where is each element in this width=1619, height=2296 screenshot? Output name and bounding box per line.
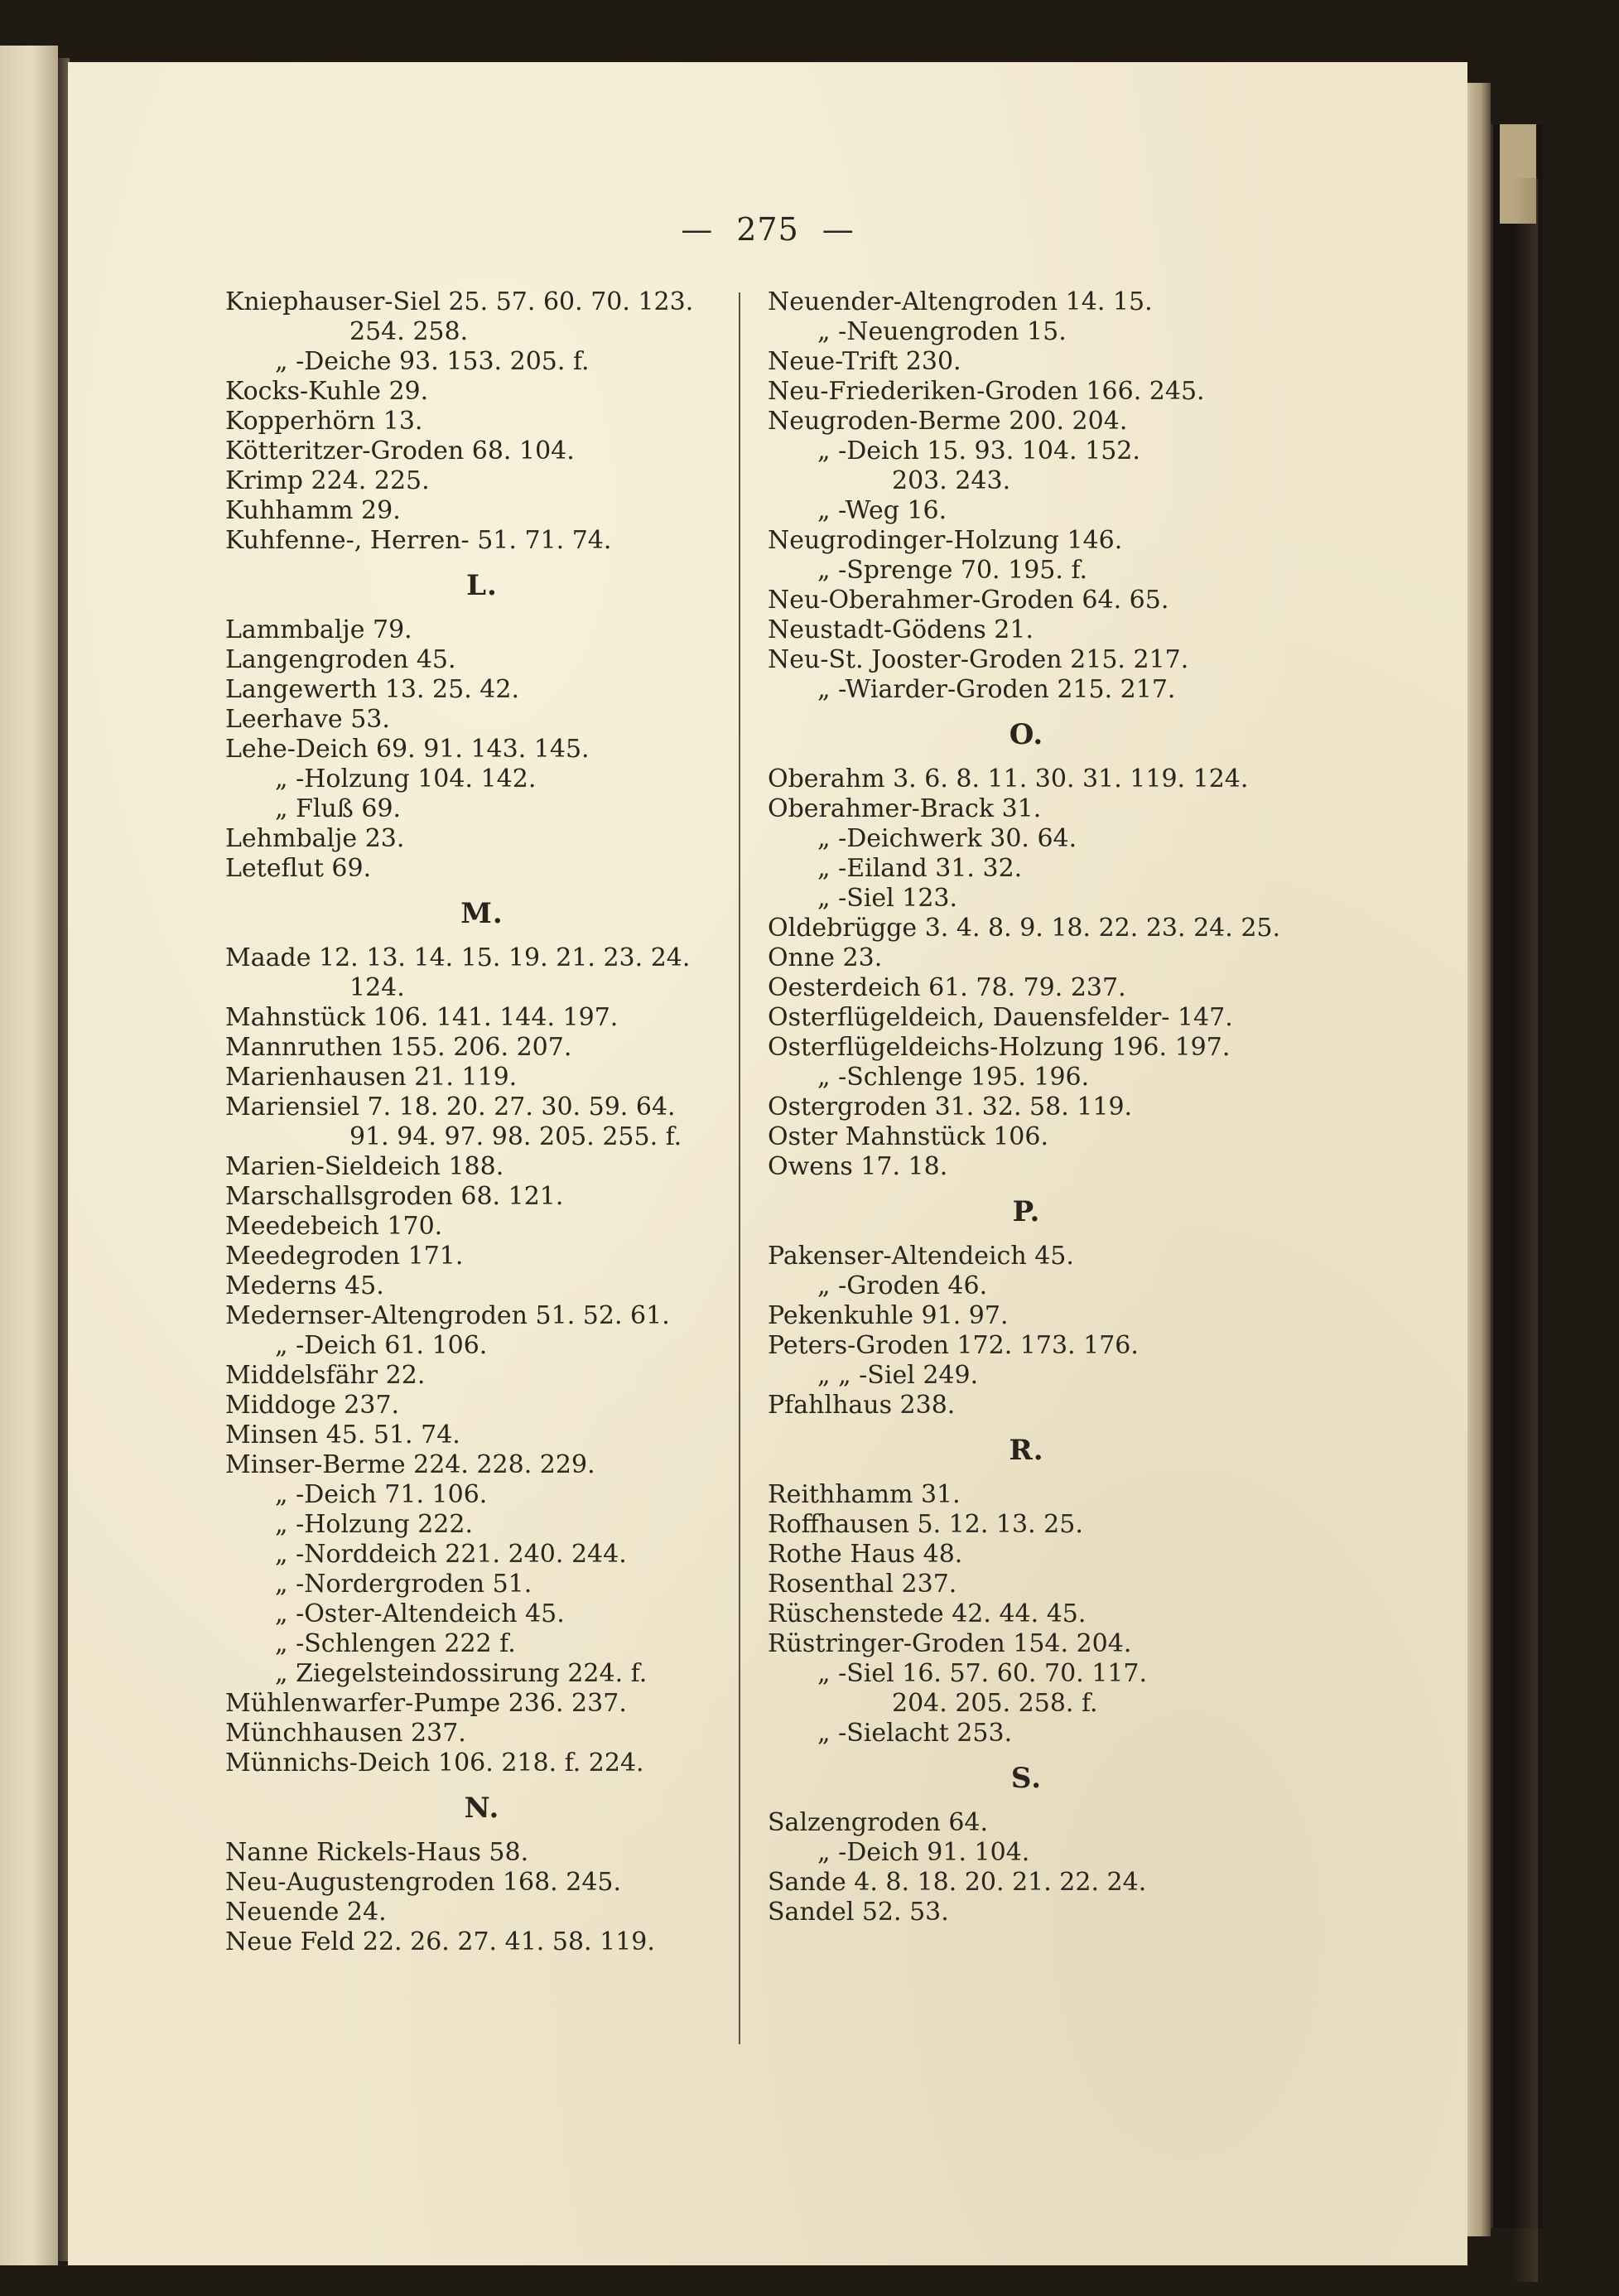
index-entry: Meedebeich 170.	[225, 1212, 443, 1241]
index-entry: Sandel 52. 53.	[768, 1898, 949, 1927]
page-fore-edge	[1467, 83, 1491, 2236]
index-subentry: „ -Siel 16. 57. 60. 70. 117.	[817, 1659, 1148, 1688]
index-entry: Ostergroden 31. 32. 58. 119.	[768, 1093, 1133, 1121]
index-subentry: „ -Sprenge 70. 195. f.	[817, 556, 1088, 585]
index-entry: Neu-St. Jooster-Groden 215. 217.	[768, 645, 1189, 674]
index-entry: Meedegroden 171.	[225, 1242, 464, 1271]
index-entry: Marien-Sieldeich 188.	[225, 1152, 504, 1181]
index-entry: Neuende 24.	[225, 1898, 387, 1927]
index-entry: Pfahlhaus 238.	[768, 1391, 956, 1420]
index-entry: Minsen 45. 51. 74.	[225, 1421, 460, 1449]
binding-shade	[1513, 178, 1538, 2282]
index-entry-continuation: 91. 94. 97. 98. 205. 255. f.	[349, 1122, 682, 1151]
index-entry-continuation: 204. 205. 258. f.	[892, 1689, 1098, 1718]
index-entry: Maade 12. 13. 14. 15. 19. 21. 23. 24.	[225, 943, 691, 972]
index-entry: Osterflügeldeichs-Holzung 196. 197.	[768, 1033, 1231, 1062]
index-entry: Kniephauser-Siel 25. 57. 60. 70. 123.	[225, 287, 694, 316]
index-entry: Neue Feld 22. 26. 27. 41. 58. 119.	[225, 1927, 655, 1956]
index-entry: Oberahmer-Brack 31.	[768, 794, 1042, 823]
index-entry: Pakenser-Altendeich 45.	[768, 1242, 1074, 1271]
section-letter-heading: S.	[1010, 1762, 1043, 1795]
index-entry: Münchhausen 237.	[225, 1719, 466, 1748]
index-entry: Oster Mahnstück 106.	[768, 1122, 1049, 1151]
index-entry: Mahnstück 106. 141. 144. 197.	[225, 1003, 619, 1032]
index-subentry: „ -Weg 16.	[817, 496, 947, 525]
index-subentry: „ -Nordergroden 51.	[275, 1570, 532, 1599]
index-subentry: „ -Groden 46.	[817, 1271, 988, 1300]
index-subentry: „ -Eiland 31. 32.	[817, 854, 1023, 883]
document-page	[68, 62, 1467, 2265]
index-entry: Neu-Oberahmer-Groden 64. 65.	[768, 586, 1169, 615]
header-dash-right: —	[822, 211, 855, 248]
index-entry: Langewerth 13. 25. 42.	[225, 675, 519, 704]
page-header	[68, 211, 1467, 248]
index-entry: Oberahm 3. 6. 8. 11. 30. 31. 119. 124.	[768, 765, 1249, 793]
index-subentry: „ -Siel 123.	[817, 884, 958, 913]
index-entry: Münnichs-Deich 106. 218. f. 224.	[225, 1749, 644, 1777]
index-entry: Oesterdeich 61. 78. 79. 237.	[768, 973, 1126, 1002]
index-entry: Neu-Augustengroden 168. 245.	[225, 1868, 622, 1897]
section-letter-heading: P.	[1012, 1195, 1041, 1228]
index-entry: Reithhamm 31.	[768, 1480, 961, 1509]
index-entry: Neuender-Altengroden 14. 15.	[768, 287, 1153, 316]
section-letter-heading: N.	[464, 1792, 500, 1825]
index-entry-continuation: 203. 243.	[892, 466, 1011, 495]
index-entry: Kötteritzer-Groden 68. 104.	[225, 437, 575, 465]
section-letter-heading: M.	[460, 897, 504, 930]
index-entry: Medernser-Altengroden 51. 52. 61.	[225, 1301, 670, 1330]
index-column-left	[225, 287, 739, 1957]
index-entry: Oldebrügge 3. 4. 8. 9. 18. 22. 23. 24. 25.	[768, 914, 1281, 943]
index-subentry: „ -Oster-Altendeich 45.	[275, 1599, 565, 1628]
index-subentry: „ -Wiarder-Groden 215. 217.	[817, 675, 1176, 704]
index-entry: Langengroden 45.	[225, 645, 456, 674]
index-subentry: „ -Norddeich 221. 240. 244.	[275, 1540, 627, 1569]
index-entry: Sande 4. 8. 18. 20. 21. 22. 24.	[768, 1868, 1147, 1897]
index-entry: Krimp 224. 225.	[225, 466, 430, 495]
index-entry: Pekenkuhle 91. 97.	[768, 1301, 1009, 1330]
section-letter-heading: O.	[1009, 718, 1044, 751]
index-subentry: „ -Deich 71. 106.	[275, 1480, 488, 1509]
index-entry: Middoge 237.	[225, 1391, 400, 1420]
index-entry: Neustadt-Gödens 21.	[768, 615, 1034, 644]
index-subentry: „ „ -Siel 249.	[817, 1361, 979, 1390]
column-divider	[739, 292, 740, 2044]
index-entry: Neugroden-Berme 200. 204.	[768, 407, 1128, 436]
header-dash-left: —	[681, 211, 714, 248]
index-entry-continuation: 254. 258.	[349, 317, 469, 346]
index-entry: Rothe Haus 48.	[768, 1540, 963, 1569]
index-entry: Rüschenstede 42. 44. 45.	[768, 1599, 1087, 1628]
index-subentry: „ -Schlenge 195. 196.	[817, 1063, 1090, 1092]
index-entry: Kocks-Kuhle 29.	[225, 377, 429, 406]
index-subentry: „ -Sielacht 253.	[817, 1719, 1013, 1748]
index-column-right	[768, 287, 1285, 1927]
index-entry: Peters-Groden 172. 173. 176.	[768, 1331, 1139, 1360]
index-entry: Mariensiel 7. 18. 20. 27. 30. 59. 64.	[225, 1093, 676, 1121]
index-entry: Kopperhörn 13.	[225, 407, 423, 436]
index-entry: Roffhausen 5. 12. 13. 25.	[768, 1510, 1083, 1539]
section-letter-heading: R.	[1009, 1434, 1044, 1467]
index-entry: Salzengroden 64.	[768, 1808, 989, 1837]
index-subentry: „ -Deich 91. 104.	[817, 1838, 1030, 1867]
index-subentry: „ Ziegelsteindossirung 224. f.	[275, 1659, 648, 1688]
index-entry: Leerhave 53.	[225, 705, 390, 734]
index-entry: Kuhhamm 29.	[225, 496, 401, 525]
index-entry: Onne 23.	[768, 943, 883, 972]
index-entry: Lehmbalje 23.	[225, 824, 405, 853]
index-entry: Mühlenwarfer-Pumpe 236. 237.	[225, 1689, 627, 1718]
index-entry-continuation: 124.	[349, 973, 405, 1002]
index-entry: Osterflügeldeich, Dauensfelder- 147.	[768, 1003, 1233, 1032]
index-subentry: „ -Deich 61. 106.	[275, 1331, 488, 1360]
index-entry: Leteflut 69.	[225, 854, 372, 883]
index-subentry: „ -Deich 15. 93. 104. 152.	[817, 437, 1140, 465]
index-entry: Kuhfenne-, Herren- 51. 71. 74.	[225, 526, 612, 555]
index-entry: Marienhausen 21. 119.	[225, 1063, 518, 1092]
index-entry: Neu-Friederiken-Groden 166. 245.	[768, 377, 1205, 406]
index-subentry: „ Fluß 69.	[275, 794, 402, 823]
index-entry: Neugrodinger-Holzung 146.	[768, 526, 1123, 555]
index-entry: Mederns 45.	[225, 1271, 384, 1300]
index-entry: Mannruthen 155. 206. 207.	[225, 1033, 572, 1062]
index-subentry: „ -Holzung 222.	[275, 1510, 474, 1539]
index-entry: Owens 17. 18.	[768, 1152, 948, 1181]
page-number: 275	[736, 211, 799, 248]
index-entry: Nanne Rickels-Haus 58.	[225, 1838, 529, 1867]
previous-page-edge	[0, 46, 58, 2265]
section-letter-heading: L.	[466, 569, 498, 602]
index-entry: Lehe-Deich 69. 91. 143. 145.	[225, 735, 590, 764]
index-entry: Rosenthal 237.	[768, 1570, 957, 1599]
index-entry: Rüstringer-Groden 154. 204.	[768, 1629, 1132, 1658]
index-entry: Middelsfähr 22.	[225, 1361, 426, 1390]
index-entry: Neue-Trift 230.	[768, 347, 961, 376]
index-subentry: „ -Schlengen 222 f.	[275, 1629, 516, 1658]
index-subentry: „ -Holzung 104. 142.	[275, 765, 537, 793]
index-subentry: „ -Deichwerk 30. 64.	[817, 824, 1077, 853]
index-subentry: „ -Neuengroden 15.	[817, 317, 1067, 346]
index-entry: Lammbalje 79.	[225, 615, 412, 644]
index-entry: Minser-Berme 224. 228. 229.	[225, 1450, 595, 1479]
index-entry: Marschallsgroden 68. 121.	[225, 1182, 564, 1211]
index-subentry: „ -Deiche 93. 153. 205. f.	[275, 347, 590, 376]
